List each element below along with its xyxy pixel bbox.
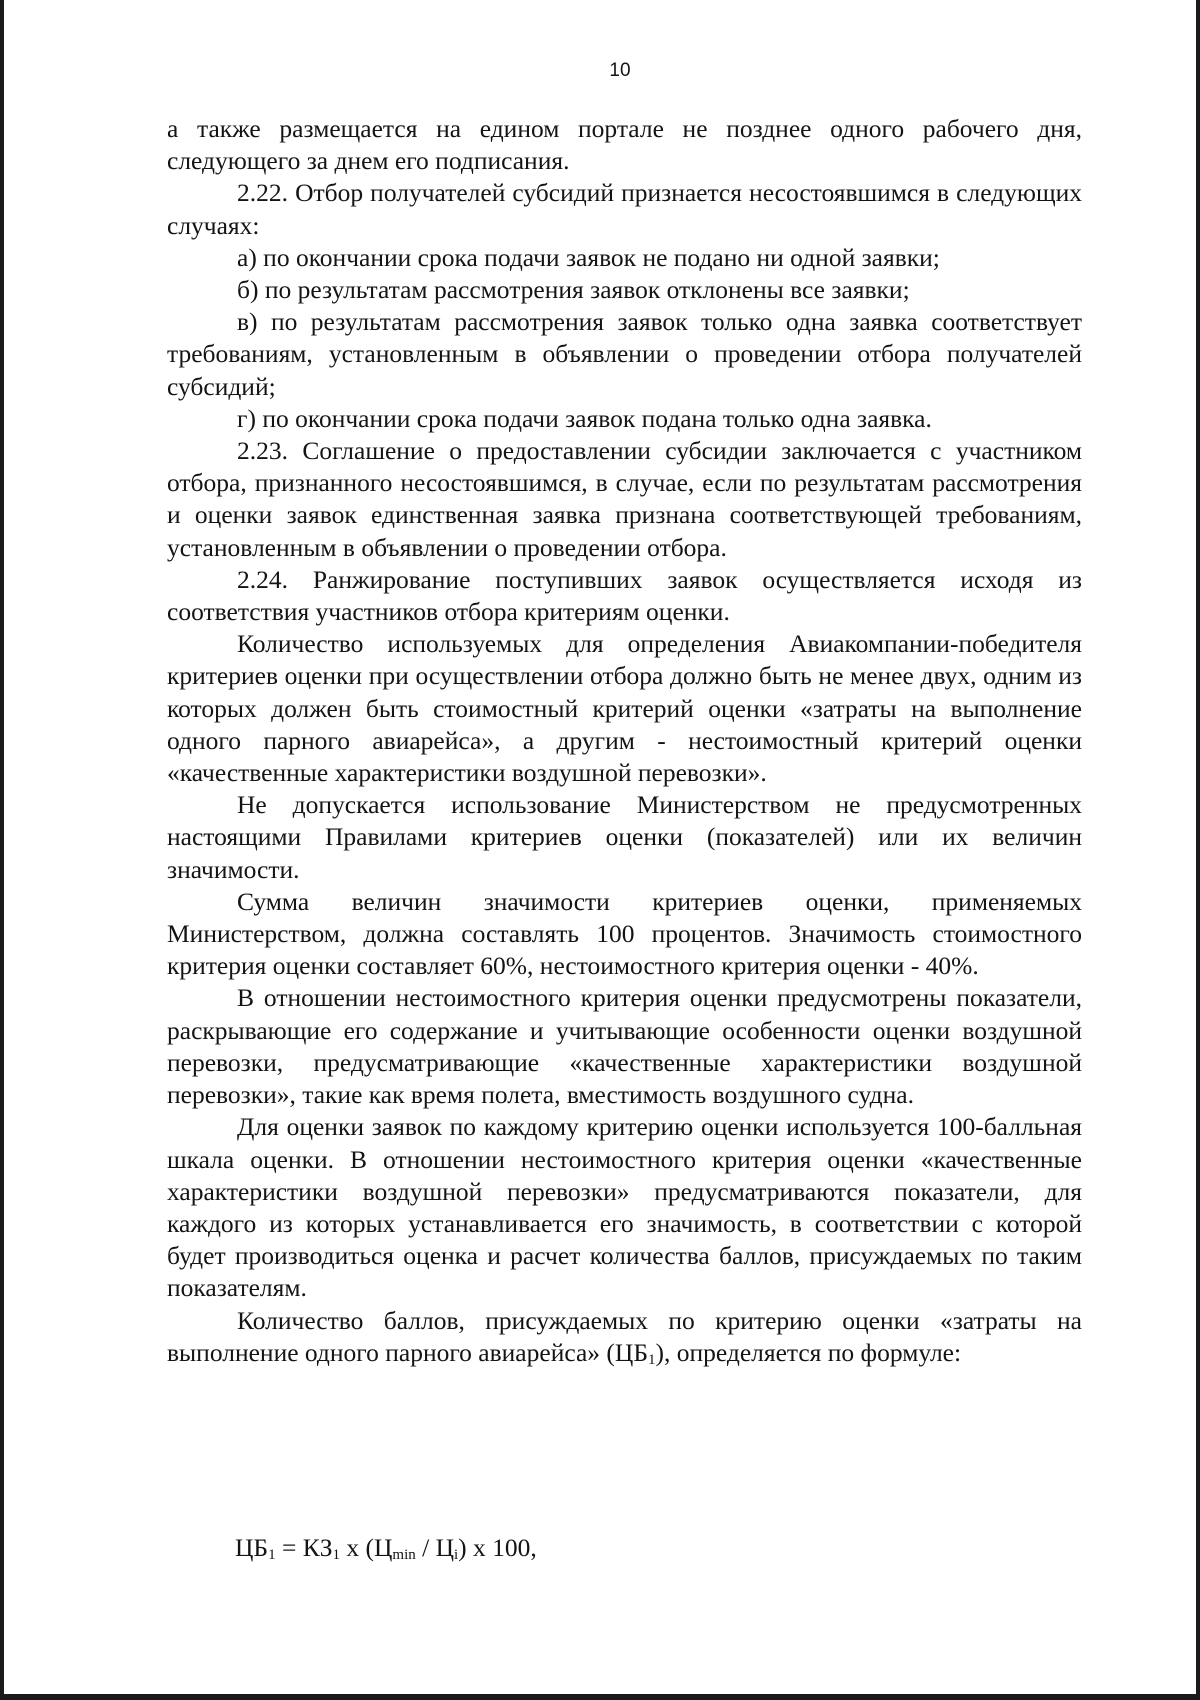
list-item-g: г) по окончании срока подачи заявок подана только одна заявка. — [237, 403, 932, 433]
list-item-b: б) по результатам рассмотрения заявок отклонены все заявки; — [237, 275, 910, 305]
scan-edge-left — [0, 0, 4, 1700]
paragraph-100-point-scale: Для оценки заявок по каждому критерию оценки используется 100-балльная шкала оценки. В отношении нестоимостного критерия оценки «качественные характеристики воздушной перевозки» предусматриваются показатели, для каждого из которых устанавливается его значимость, в соответствии с которой будет производиться оценка и расчет количества баллов, присуждаемых по таким показателям. — [167, 1112, 1082, 1303]
formula-cb1 — [235, 1532, 537, 1564]
paragraph-non-cost-indicators: В отношении нестоимостного критерия оценки предусмотрены показатели, раскрывающие его содержание и учитывающие особенности оценки воздушной перевозки, предусматривающие «качественные характеристики воздушной перевозки», такие как время полета, вместимость воздушного судна. — [167, 983, 1082, 1110]
points-intro-text: Количество баллов, присуждаемых по критерию оценки «затраты на выполнение одного парного авиарейса» (ЦБ — [167, 1305, 1082, 1367]
formula-i-sub: i — [454, 1547, 459, 1563]
list-item-a: а) по окончании срока подачи заявок не подано ни одной заявки; — [237, 242, 940, 272]
paragraph-criteria-count: Количество используемых для определения Авиакомпании-победителя критериев оценки при осуществлении отбора должно быть не менее двух, одним из которых должен быть стоимостный критерий оценки «затраты на выполнение одного парного авиарейса», а другим - нестоимостный критерий оценки «качественные характеристики воздушной перевозки». — [167, 629, 1082, 788]
paragraph-2-23: 2.23. Соглашение о предоставлении субсидии заключается с участником отбора, признанного несостоявшимся, в случае, если по результатам рассмотрения и оценки заявок единственная заявка признана соответствующей требованиям, установленным в объявлении о проведении отбора. — [167, 436, 1082, 562]
paragraph-2-24: 2.24. Ранжирование поступивших заявок осуществляется исходя из соответствия участников отбора критериям оценки. — [167, 564, 1082, 627]
scan-edge-bottom — [0, 1694, 1200, 1700]
formula-eq: = КЗ — [275, 1533, 333, 1562]
list-item-v: в) по результатам рассмотрения заявок только одна заявка соответствует требованиям, установленным в объявлении о проведении отбора получателей субсидий; — [167, 307, 1082, 401]
page-number: 10 — [609, 60, 631, 81]
points-intro-tail: ), определяется по формуле: — [655, 1337, 962, 1367]
document-body — [167, 113, 1082, 1369]
points-intro-sub: 1 — [647, 1351, 656, 1368]
paragraph-points-formula-intro — [167, 1305, 1082, 1369]
formula-slash: / Ц — [415, 1533, 454, 1562]
formula-mid: х (Ц — [339, 1533, 393, 1562]
formula-min-sub: min — [392, 1547, 416, 1563]
paragraph-2-22: 2.22. Отбор получателей субсидий признается несостоявшимся в следующих случаях: — [167, 178, 1082, 240]
paragraph-significance-sum: Сумма величин значимости критериев оценки, применяемых Министерством, должна составлять 100 процентов. Значимость стоимостного критерия оценки составляет 60%, нестоимостного критерия оценки - 40%. — [167, 886, 1082, 981]
formula-lhs: ЦБ — [235, 1533, 269, 1562]
paragraph-continuation: а также размещается на едином портале не позднее одного рабочего дня, следующего за днем его подписания. — [167, 114, 1082, 176]
formula-tail: ) х 100, — [458, 1533, 537, 1562]
formula-kz-sub: 1 — [332, 1547, 340, 1563]
scan-edge-right — [1196, 0, 1200, 1700]
formula-lhs-sub: 1 — [268, 1547, 276, 1563]
paragraph-not-allowed: Не допускается использование Министерством не предусмотренных настоящими Правилами критериев оценки (показателей) или их величин значимости. — [167, 790, 1082, 884]
